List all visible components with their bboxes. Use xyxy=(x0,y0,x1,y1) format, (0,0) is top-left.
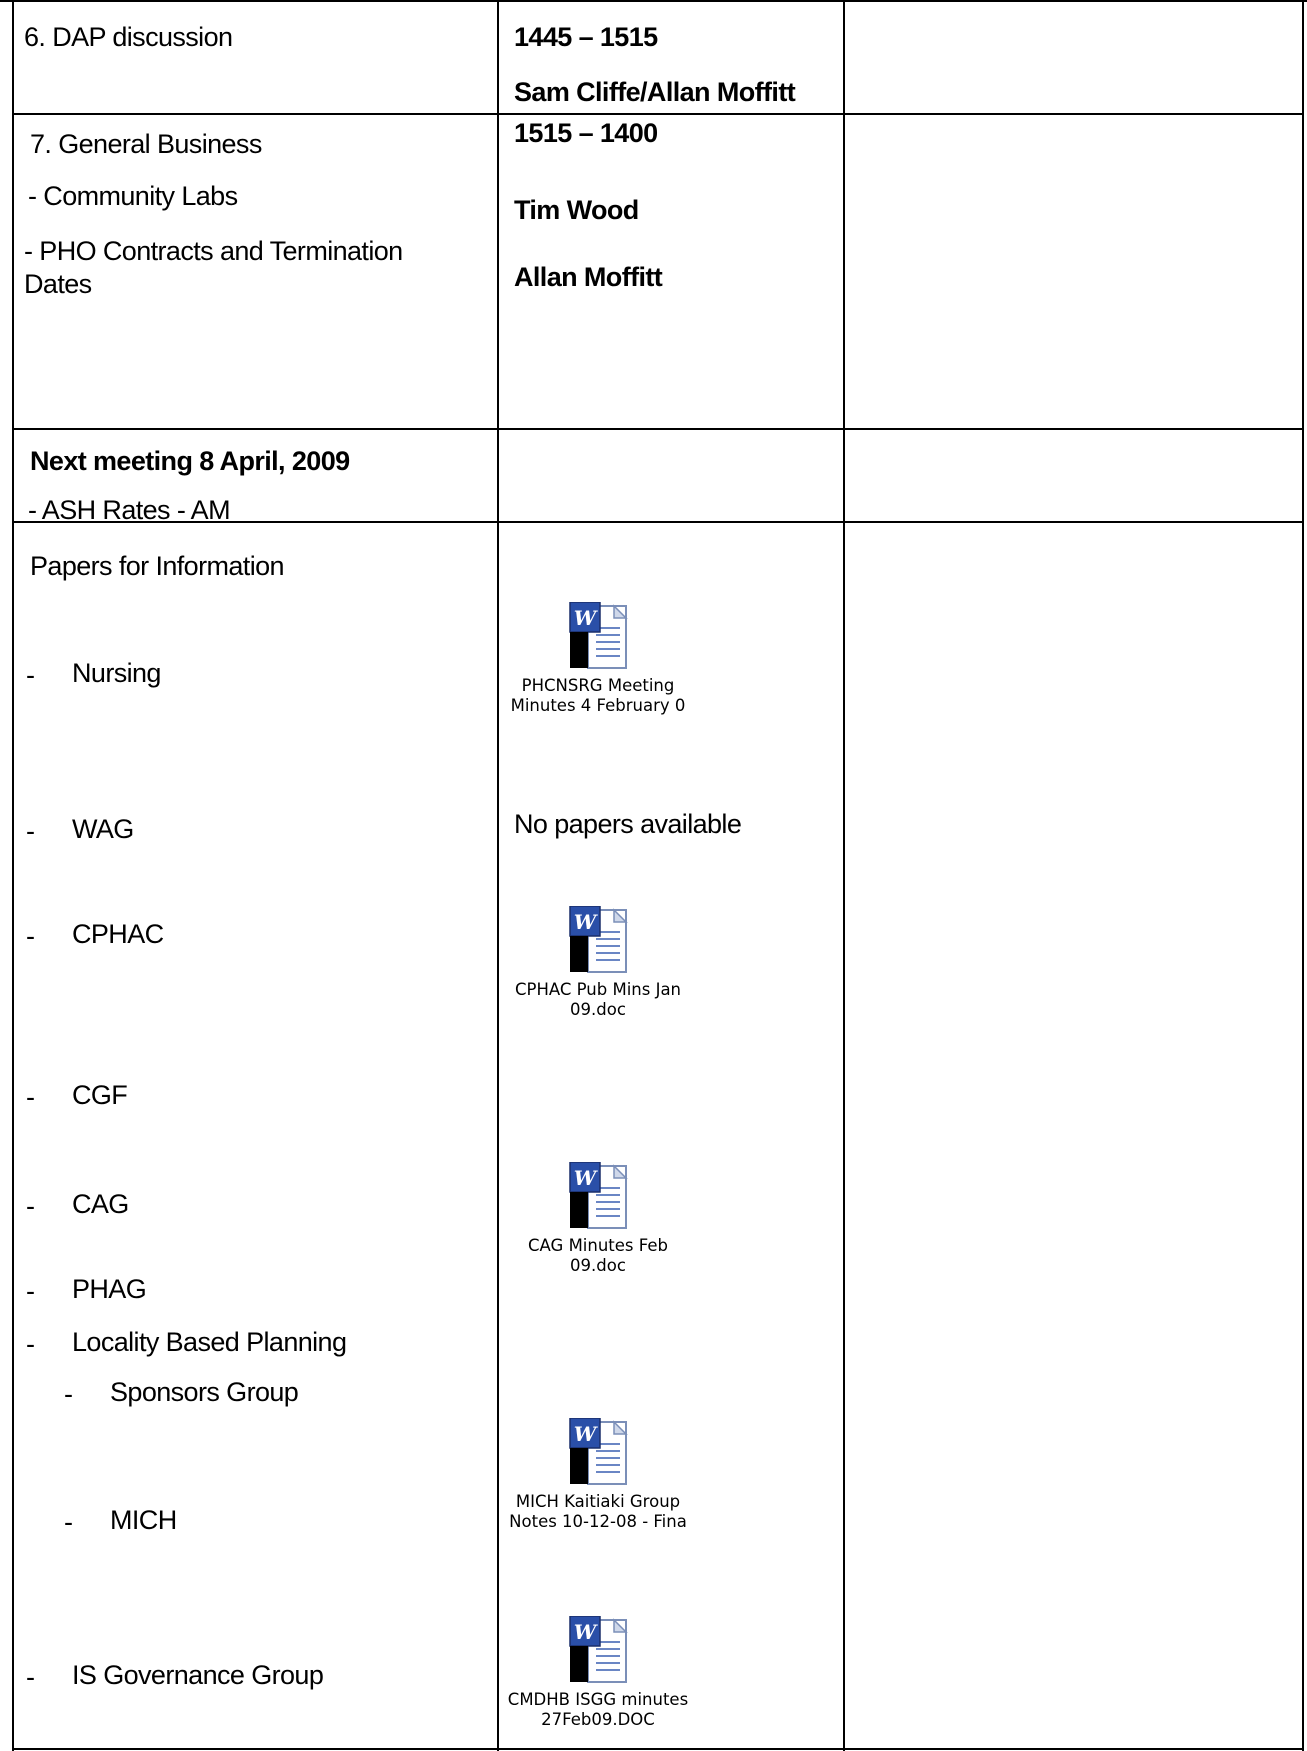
next-meeting-heading: Next meeting 8 April, 2009 xyxy=(30,446,350,476)
word-document-icon xyxy=(566,1162,630,1232)
paper-item-nursing: Nursing xyxy=(72,658,161,688)
agenda-item-dap: 6. DAP discussion xyxy=(24,22,233,52)
list-dash: - xyxy=(26,816,35,846)
row-divider-2 xyxy=(12,428,1304,430)
svg-text:W: W xyxy=(573,1166,597,1190)
attachment-label-line2: Minutes 4 February 0 xyxy=(510,696,686,715)
word-document-icon xyxy=(566,1616,630,1686)
paper-item-sponsors-group: Sponsors Group xyxy=(110,1377,299,1407)
attachment-phcnsrg-minutes[interactable] xyxy=(488,602,708,716)
list-dash: - xyxy=(26,921,35,951)
paper-item-phag: PHAG xyxy=(72,1274,147,1304)
attachment-isgg-minutes[interactable] xyxy=(488,1616,708,1730)
svg-text:W: W xyxy=(573,1620,597,1644)
paper-item-locality-based-planning: Locality Based Planning xyxy=(72,1327,347,1357)
agenda-item-general: 7. General Business xyxy=(30,129,262,159)
table-border-bottom xyxy=(12,1748,1304,1750)
next-meeting-subitem: - ASH Rates - AM xyxy=(28,495,230,525)
column-divider-2 xyxy=(843,0,845,1751)
list-dash: - xyxy=(26,1329,35,1359)
paper-item-is-governance-group: IS Governance Group xyxy=(72,1660,324,1690)
list-dash: - xyxy=(26,1082,35,1112)
attachment-mich-notes[interactable] xyxy=(488,1418,708,1532)
word-document-icon xyxy=(566,602,630,672)
list-dash: - xyxy=(26,1662,35,1692)
attachment-label-line1: CMDHB ISGG minutes xyxy=(507,1690,689,1709)
attachment-label-line1: PHCNSRG Meeting xyxy=(521,676,675,695)
attachment-label-line1: CAG Minutes Feb xyxy=(528,1236,668,1255)
attachment-label-line1: MICH Kaitiaki Group xyxy=(515,1492,681,1511)
table-border-left xyxy=(12,0,14,1751)
no-papers-note: No papers available xyxy=(514,809,742,839)
table-border-top xyxy=(0,0,1307,2)
svg-text:W: W xyxy=(573,606,597,630)
attachment-label-line2: 09.doc xyxy=(570,1256,626,1275)
list-dash: - xyxy=(26,660,35,690)
attachment-cphac-minutes[interactable] xyxy=(488,906,708,1020)
presenter-dap: Sam Cliffe/Allan Moffitt xyxy=(514,77,796,107)
time-slot-general: 1515 – 1400 xyxy=(514,118,658,148)
paper-item-wag: WAG xyxy=(72,814,134,844)
paper-item-cphac: CPHAC xyxy=(72,919,164,949)
paper-item-cgf: CGF xyxy=(72,1080,128,1110)
agenda-subitem-pho-contracts-cont: Dates xyxy=(24,269,92,299)
attachment-label-line1: CPHAC Pub Mins Jan xyxy=(514,980,682,999)
presenter-allan-moffitt: Allan Moffitt xyxy=(514,262,663,292)
list-dash: - xyxy=(64,1379,73,1409)
agenda-subitem-pho-contracts: - PHO Contracts and Termination xyxy=(24,236,403,266)
list-dash: - xyxy=(64,1507,73,1537)
attachment-label-line2: 27Feb09.DOC xyxy=(541,1710,655,1729)
agenda-subitem-community-labs: - Community Labs xyxy=(28,181,238,211)
presenter-tim-wood: Tim Wood xyxy=(514,195,639,225)
svg-text:W: W xyxy=(573,910,597,934)
list-dash: - xyxy=(26,1276,35,1306)
paper-item-cag: CAG xyxy=(72,1189,129,1219)
time-slot-dap: 1445 – 1515 xyxy=(514,22,658,52)
attachment-label-line2: Notes 10-12-08 - Fina xyxy=(509,1512,687,1531)
word-document-icon xyxy=(566,906,630,976)
attachment-label-line2: 09.doc xyxy=(570,1000,626,1019)
attachment-cag-minutes[interactable] xyxy=(488,1162,708,1276)
word-document-icon xyxy=(566,1418,630,1488)
svg-text:W: W xyxy=(573,1422,597,1446)
papers-heading: Papers for Information xyxy=(30,551,284,581)
row-divider-1 xyxy=(12,113,1304,115)
paper-item-mich: MICH xyxy=(110,1505,177,1535)
list-dash: - xyxy=(26,1191,35,1221)
table-border-right xyxy=(1302,0,1304,1751)
